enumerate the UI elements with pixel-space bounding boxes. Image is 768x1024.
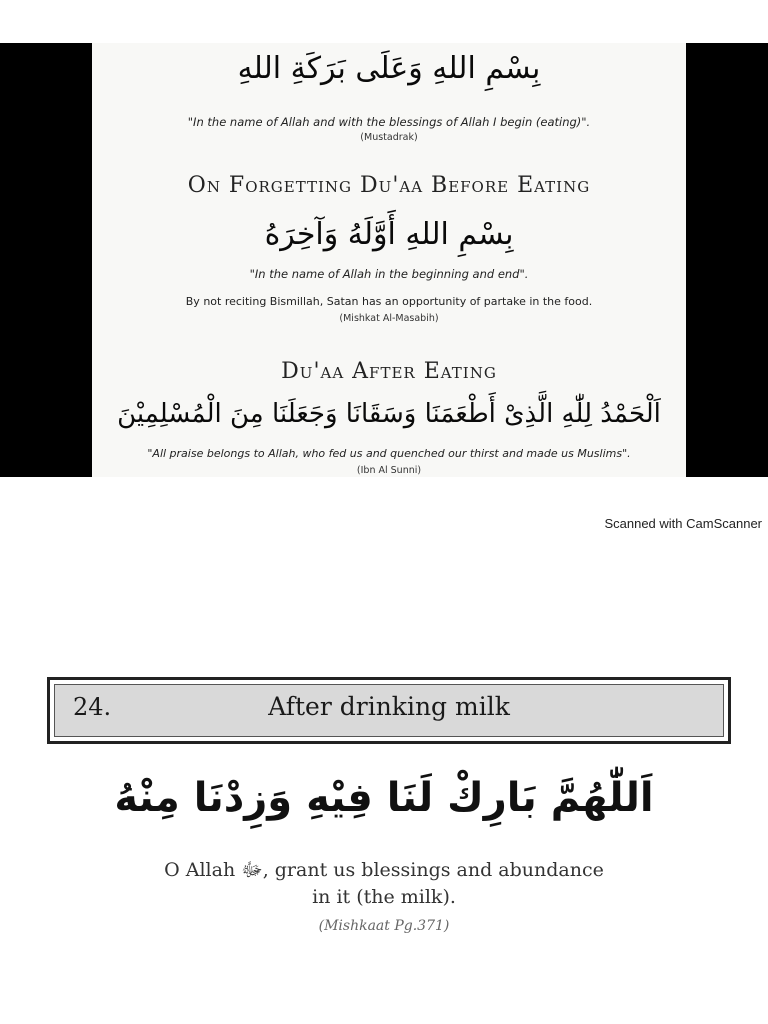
bismillah-translation: "In the name of Allah and with the blessings of Allah I begin (eating)".	[187, 115, 591, 129]
forgetting-reference: (Mishkat Al-Masabih)	[339, 313, 439, 324]
bismillah-reference: (Mustadrak)	[360, 132, 418, 143]
milk-dua-arabic: اَللّٰهُمَّ بَارِكْ لَنَا فِيْهِ وَزِدْنَا مِنْهُ	[114, 775, 654, 821]
section-title: After drinking milk	[268, 692, 510, 721]
after-eating-reference: (Ibn Al Sunni)	[356, 465, 422, 476]
forgetting-translation: "In the name of Allah in the beginning and end".	[249, 267, 529, 281]
forgetting-heading: On Forgetting Du'aa Before Eating	[187, 173, 591, 198]
milk-translation-line2: in it (the milk).	[312, 886, 456, 908]
dua-card	[92, 43, 686, 477]
after-eating-translation: "All praise belongs to Allah, who fed us and quenched our thirst and made us Muslims".	[147, 447, 631, 460]
section-number: 24.	[73, 693, 112, 721]
section-header-bar	[47, 677, 731, 744]
after-eating-arabic: اَلْحَمْدُ لِلّٰهِ الَّذِىْ أَطْعَمَنَا وَسَقَانَا وَجَعَلَنَا مِنَ الْمُسْلِمِيْنَ	[117, 399, 661, 429]
section-header-inner	[54, 684, 724, 737]
forgetting-arabic: بِسْمِ اللهِ أَوَّلَهُ وَآخِرَهُ	[264, 217, 514, 252]
milk-reference: (Mishkaat Pg.371)	[318, 918, 450, 934]
milk-translation-line1: O Allah ﷻ, grant us blessings and abundance	[164, 859, 604, 881]
after-eating-heading: Du'aa After Eating	[281, 359, 497, 384]
scan-credit-text: Scanned with CamScanner	[604, 516, 762, 531]
bismillah-arabic: بِسْمِ اللهِ وَعَلَى بَرَكَةِ اللهِ	[237, 51, 541, 86]
forgetting-note: By not reciting Bismillah, Satan has an opportunity of partake in the food.	[185, 295, 593, 308]
